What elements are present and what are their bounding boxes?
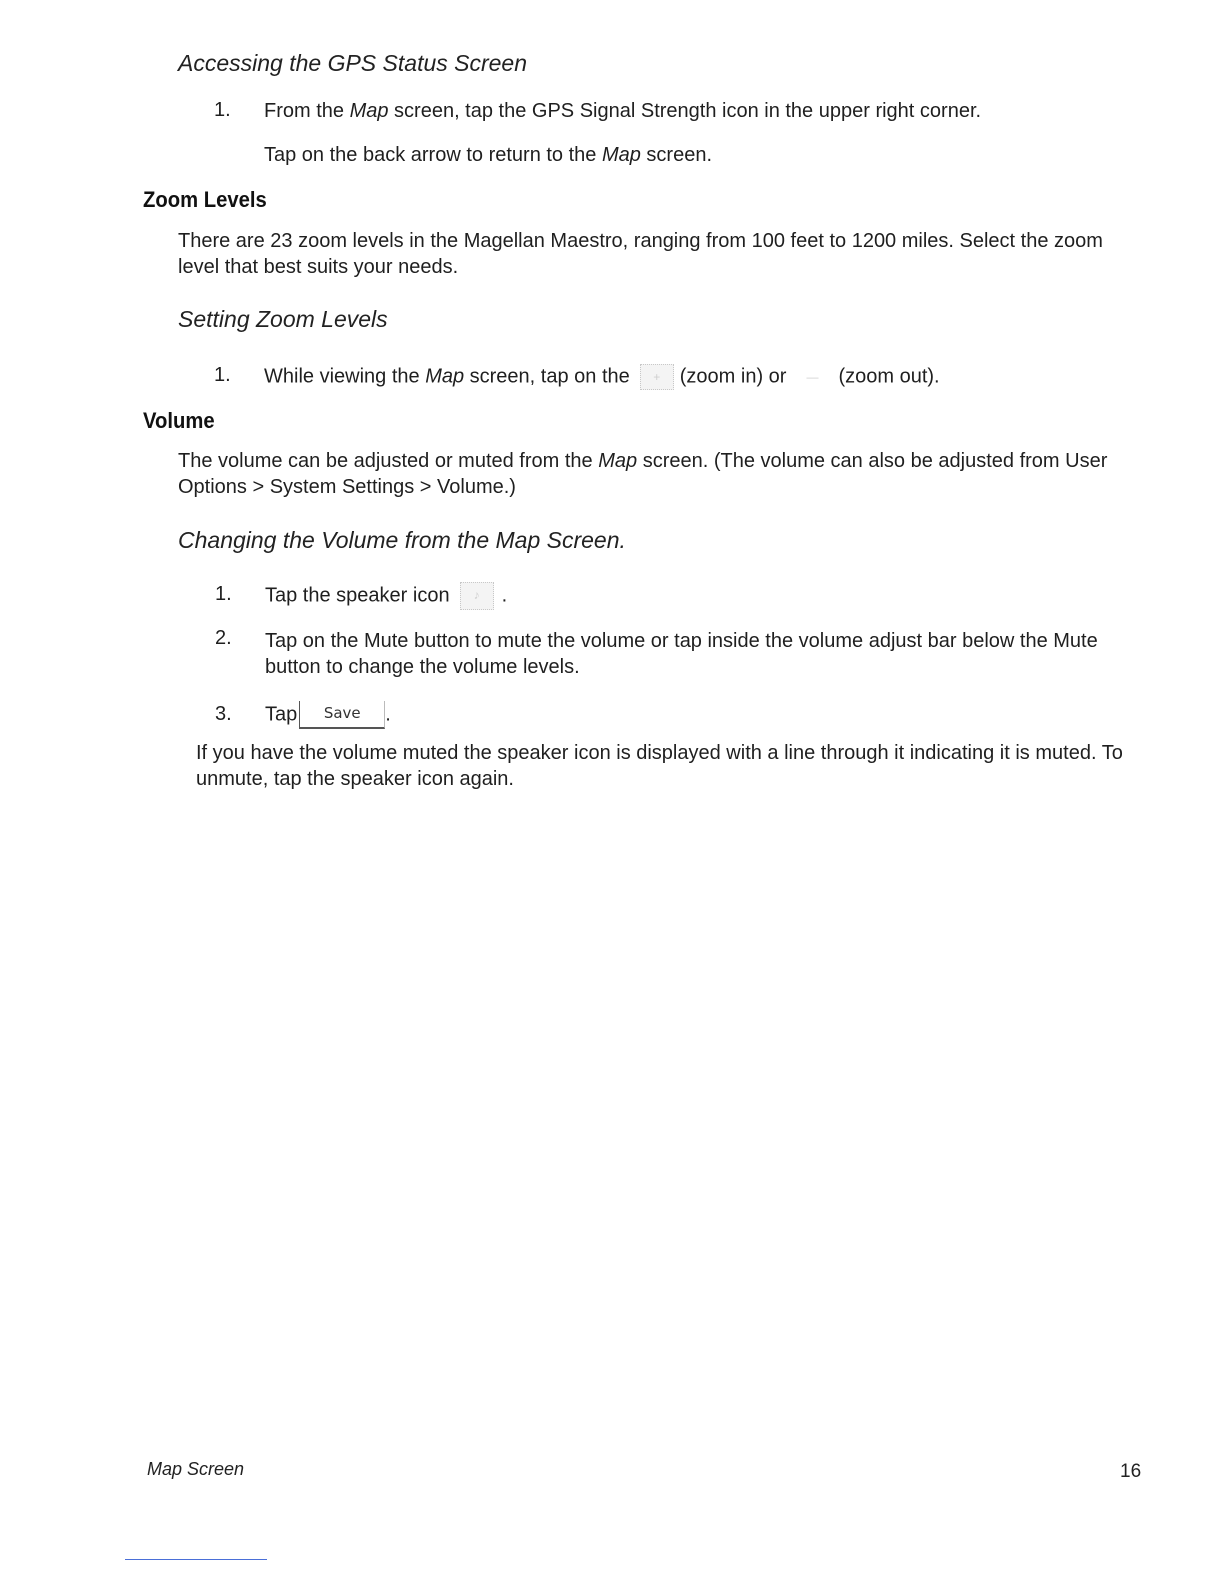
zoom-step1-text xyxy=(264,364,940,390)
volume-step1-number: 1. xyxy=(215,583,232,605)
zoom-step1-mid: screen, tap on the xyxy=(464,365,630,388)
volume-para-pre: The volume can be adjusted or muted from the xyxy=(178,450,599,472)
volume-para-post: screen. (The volume can also be adjusted from User Options > System Settings > Volume.) xyxy=(178,450,1108,498)
zoom-step1-pre: While viewing the xyxy=(264,365,426,388)
gps-step1b-text xyxy=(264,144,712,167)
zoom-subheading: Setting Zoom Levels xyxy=(178,306,388,332)
volume-step3-label: Tap xyxy=(265,703,298,726)
zoom-step1-zoom-out: (zoom out). xyxy=(838,365,940,388)
volume-paragraph xyxy=(178,448,1138,500)
zoom-step1-zoom-in: (zoom in) or xyxy=(679,365,787,388)
volume-step2-text: Tap on the Mute button to mute the volume or tap inside the volume adjust bar below the Mute button to change the volume levels. xyxy=(265,630,1098,678)
volume-step3-text xyxy=(265,701,391,729)
volume-subheading: Changing the Volume from the Map Screen. xyxy=(178,527,626,553)
zoom-step1-number: 1. xyxy=(214,364,231,386)
speaker-icon: ♪ xyxy=(460,582,494,610)
gps-step1b-pre: Tap on the back arrow to return to the xyxy=(264,144,602,166)
volume-step1-text xyxy=(265,582,507,610)
zoom-out-icon: — xyxy=(806,370,819,384)
gps-step1-post: screen, tap the GPS Signal Strength icon in the upper right corner. xyxy=(388,100,982,122)
volume-step1-label: Tap the speaker icon xyxy=(265,584,450,607)
volume-para-map: Map xyxy=(598,450,638,472)
gps-step1-pre: From the xyxy=(264,100,350,122)
zoom-in-icon: + xyxy=(640,364,674,390)
gps-step1b-post: screen. xyxy=(640,144,713,166)
page-number: 16 xyxy=(1120,1461,1142,1482)
zoom-step1-map: Map xyxy=(425,365,465,388)
volume-step3-number: 3. xyxy=(215,703,232,725)
volume-heading: Volume xyxy=(143,408,215,433)
gps-subheading: Accessing the GPS Status Screen xyxy=(178,50,528,76)
save-button-image: Save xyxy=(299,701,385,729)
zoom-paragraph: There are 23 zoom levels in the Magellan Maestro, ranging from 100 feet to 1200 miles. Select the zoom level that best suits your needs. xyxy=(178,230,1103,278)
gps-step1-number: 1. xyxy=(214,99,231,121)
footer-section-title: Map Screen xyxy=(147,1459,245,1479)
gps-step1-map: Map xyxy=(349,100,389,122)
bottom-rule xyxy=(125,1559,267,1560)
volume-note: If you have the volume muted the speaker icon is displayed with a line through it indicating it is muted. To unmute, tap the speaker icon again. xyxy=(196,742,1123,790)
volume-step2-number: 2. xyxy=(215,627,232,649)
gps-step1b-map: Map xyxy=(601,144,641,166)
gps-step1-text xyxy=(264,100,981,123)
volume-step3-end: . xyxy=(385,703,391,726)
zoom-heading: Zoom Levels xyxy=(143,187,267,212)
volume-step1-end: . xyxy=(501,584,508,607)
